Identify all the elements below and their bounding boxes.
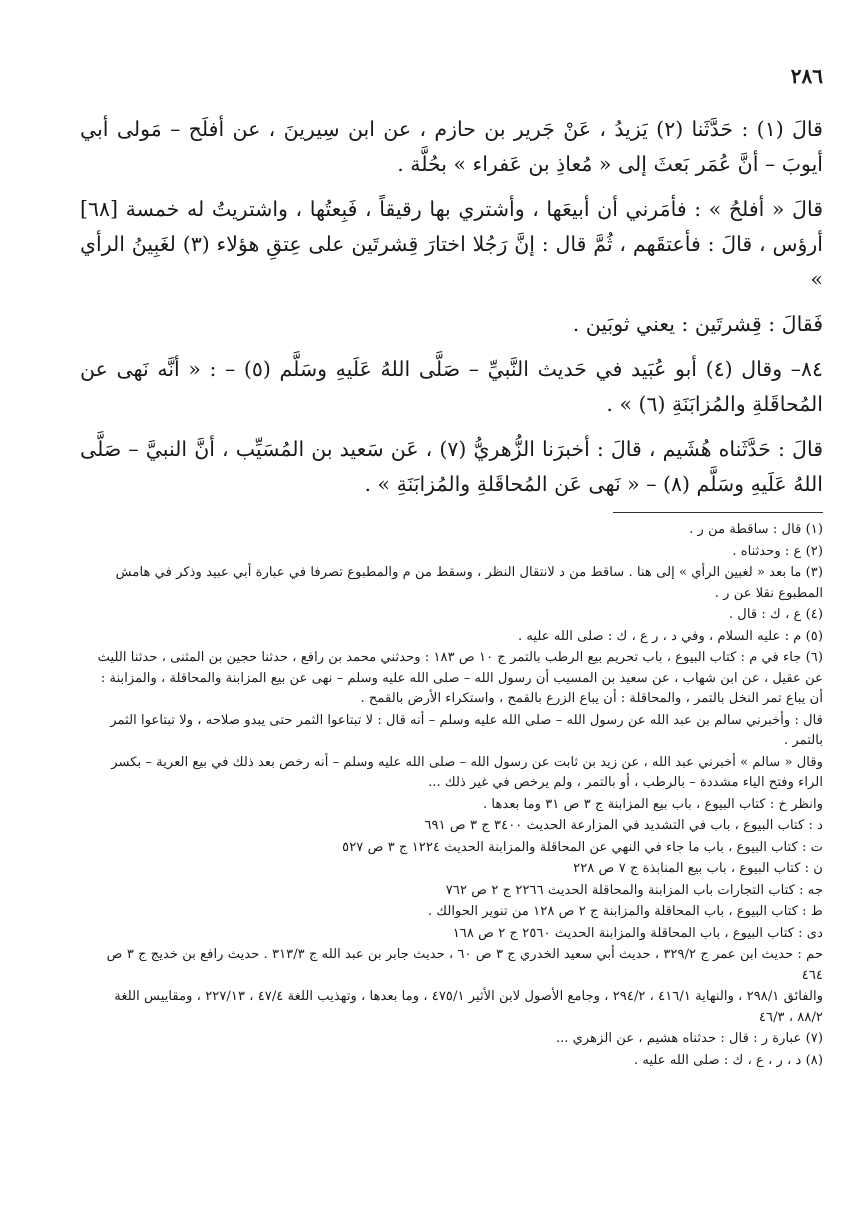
footnote: (١) قال : ساقطة من ر .: [689, 522, 823, 537]
paragraph: قالَ (١) : حَدَّثَنا (٢) يَزيدُ ، عَنْ جَرير بن حازم ، عن ابن سِيرينَ ، عن أفلَح – مَولى أبي أيوبَ – أنَّ عُمَر بَعثَ إلى « مُعاذِ بن عَفراء » بحُلَّة .: [80, 117, 823, 176]
footnote-reference: والفائق ٢٩٨/١ ، والنهاية ٤١٦/١ ، ٢٩٤/٢ ، وجامع الأصول لابن الأثير ٤٧٥/١ ، وما بعدها ، وتهذيب اللغة ٤٧/٤ ، ٢٢٧/١٣ ، ومقاييس اللغة ٨٨/٢ ، ٤٦/٣: [114, 989, 823, 1025]
paragraph: ٨٤– وقال (٤) أبو عُبَيد في حَديث النَّبيِّ – صَلَّى اللهُ عَلَيهِ وسَلَّم (٥) – : « أنَّه نَهى عن المُحاقَلةِ والمُزابَنَةِ (٦) » .: [80, 357, 824, 416]
footnote-divider: [613, 512, 823, 513]
footnote: (٧) عبارة ر : قال : حدثناه هشيم ، عن الزهري ...: [555, 1031, 823, 1046]
page-number: ٢٨٦: [790, 64, 823, 88]
footnote: (٥) م : عليه السلام ، وفي د ، ر ع ، ك : صلى الله عليه .: [517, 628, 823, 644]
footnote-reference: ن : كتاب البيوع ، باب بيع المنابذة ج ٧ ص ٢٢٨: [573, 861, 823, 876]
paragraph: قالَ « أفلحُ » : فأمَرني أن أبيعَها ، وأشتري بها رقيقاً ، فَبِعتُها ، واشتريتُ له خمسة [٦٨] أرؤس ، قالَ : فأعتقَهم ، ثُمَّ قال : إنَّ رَجُلا اختارَ قِشرتَين على عِتقِ هؤلاء (٣) لغَبِينُ الرأي »: [80, 197, 823, 291]
footnote-continuation: وقال « سالم » أخبرني عبد الله ، عن زيد بن ثابت عن رسول الله – صلى الله عليه وسلم – أنه رخص بعد ذلك في بيع العرية – بكسر الراء وفتح الياء مشددة – بالرطب ، أو بالتمر ، ولم يرخص في غير ذلك ...: [111, 754, 823, 790]
footnote-reference: ط : كتاب البيوع ، باب المحاقلة والمزابنة ج ٢ ص ١٢٨ من تنوير الحوالك .: [427, 904, 823, 919]
footnote-reference: ت : كتاب البيوع ، باب ما جاء في النهي عن المحاقلة والمزابنة الحديث ١٢٢٤ ج ٣ ص ٥٢٧: [342, 839, 823, 855]
footnote-reference: وانظر خ : كتاب البيوع ، باب بيع المزابنة ج ٣ ص ٣١ وما بعدها .: [483, 796, 823, 812]
paragraph: فَقالَ : قِشرتَين : يعني ثوبَين .: [572, 312, 823, 336]
footnote: (٦) جاء في م : كتاب البيوع ، باب تحريم بيع الرطب بالتمر ج ١٠ ص ١٨٣ : وحدثني محمد بن رافع ، حدثنا حجين بن المثنى ، حدثنا الليث عن عقيل ، عن ابن شهاب ، عن سعيد بن المسيب أن رسول الله – صلى الله عليه وسلم – نهى عن بيع المزابنة والمحاقلة ، والمزابنة : أن يباع تمر النخل بالتمر ، والمحاقلة : أن يباع الزرع بالقمح ، واستكراء الأرض بالقمح .: [97, 650, 823, 706]
footnote-reference: حم : حديث ابن عمر ج ٣٢٩/٢ ، حديث أبي سعيد الخدري ج ٣ ص ٦٠ ، حديث جابر بن عبد الله ج ٣١٣/٣ . حديث رافع بن خديج ج ٣ ص ٤٦٤: [106, 947, 823, 983]
main-text: [80, 112, 823, 512]
footnote-reference: جه : كتاب التجارات باب المزابنة والمحاقلة الحديث ٢٢٦٦ ج ٢ ص ٧٦٢: [445, 882, 823, 898]
footnote: (٢) ع : وحدثناه .: [732, 543, 823, 559]
footnote: (٤) ع ، ك : قال .: [728, 607, 823, 622]
footnotes: [90, 520, 823, 1072]
footnote: (٨) د ، ر ، ع ، ك : صلى الله عليه .: [633, 1052, 823, 1068]
footnote: (٣) ما بعد « لغبين الرأي » إلى هنا . ساقط من د لانتقال النظر ، وسقط من م والمطبوع تصرفا في عبارة أبي عبيد وذكر في هامش المطبوع نقلا عن ر .: [115, 565, 823, 601]
footnote-reference: دى : كتاب البيوع ، باب المحاقلة والمزابنة الحديث ٢٥٦٠ ج ٢ ص ١٦٨: [452, 925, 823, 941]
footnote-continuation: قال : وأخبرني سالم بن عبد الله عن رسول الله – صلى الله عليه وسلم – أنه قال : لا تبتاعوا الثمر حتى يبدو صلاحه ، ولا تبتاعوا الثمر بالتمر .: [110, 712, 823, 748]
footnote-reference: د : كتاب البيوع ، باب في التشديد في المزارعة الحديث ٣٤٠٠ ج ٣ ص ٦٩١: [424, 818, 823, 833]
paragraph: قالَ : حَدَّثَناه هُشَيم ، قالَ : أخبرَنا الزُّهريُّ (٧) ، عَن سَعيد بن المُسَيِّب ، أنَّ النبيَّ – صَلَّى اللهُ عَلَيهِ وسَلَّم (٨) – « نَهى عَن المُحاقَلةِ والمُزابَنَةِ » .: [80, 437, 823, 496]
